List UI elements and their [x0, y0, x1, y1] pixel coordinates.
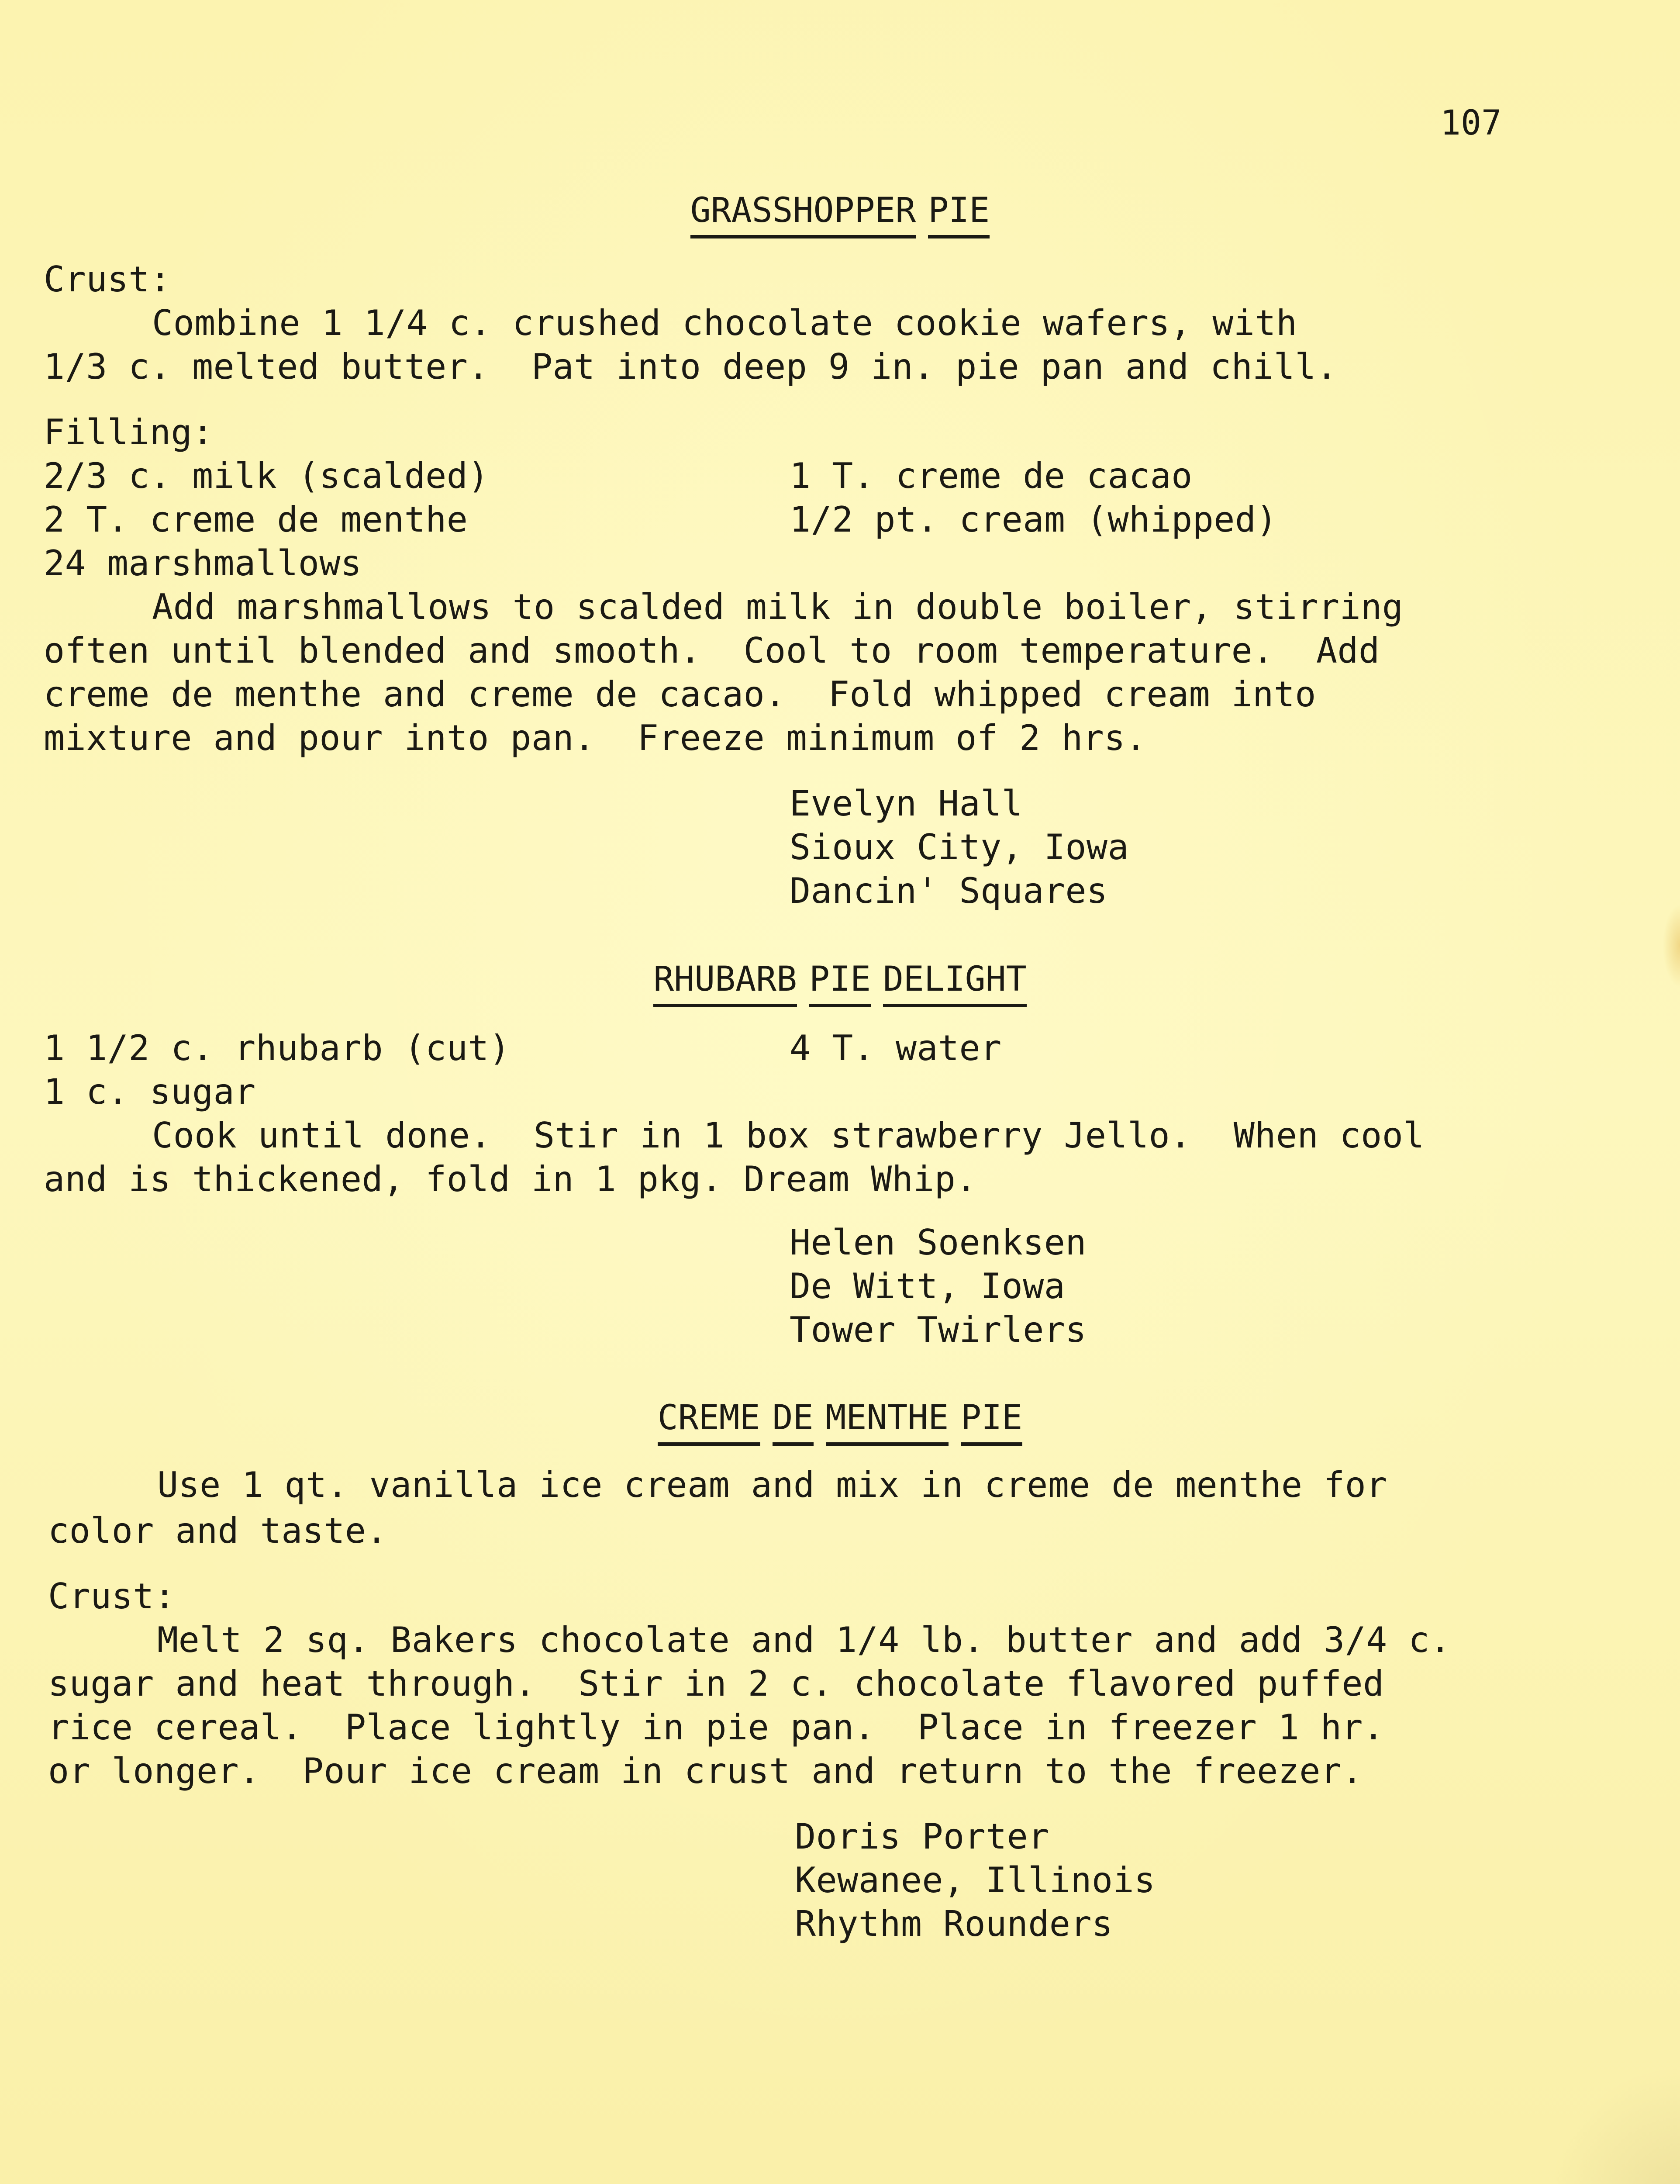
- crust-line: rice cereal. Place lightly in pie pan. Place in freezer 1 hr.: [48, 1707, 1384, 1748]
- recipe-title: [0, 189, 1680, 238]
- contributor-location: Sioux City, Iowa: [790, 827, 1129, 867]
- contributor-location: Kewanee, Illinois: [795, 1860, 1156, 1901]
- direction-line: Cook until done. Stir in 1 box strawberry Jello. When cool: [152, 1115, 1425, 1156]
- title-word: CREME: [658, 1396, 760, 1446]
- ingredient: 2/3 c. milk (scalded): [44, 456, 489, 496]
- title-word: PIE: [809, 957, 871, 1007]
- contributor-club: Tower Twirlers: [790, 1310, 1087, 1350]
- direction-line: Add marshmallows to scalded milk in double boiler, stirring: [152, 587, 1404, 627]
- recipe-title: [0, 1396, 1680, 1446]
- page-number: 107: [1440, 104, 1502, 143]
- paper-shade: [1549, 2067, 1680, 2184]
- ingredient: 1 1/2 c. rhubarb (cut): [44, 1028, 511, 1068]
- contributor-club: Rhythm Rounders: [795, 1904, 1113, 1944]
- crust-line: 1/3 c. melted butter. Pat into deep 9 in. pie pan and chill.: [44, 346, 1338, 387]
- paper-stain: [1663, 904, 1680, 987]
- contributor-name: Doris Porter: [795, 1816, 1049, 1857]
- ingredient: 1 c. sugar: [44, 1071, 256, 1112]
- contributor-name: Helen Soenksen: [790, 1222, 1087, 1263]
- title-word: MENTHE: [826, 1396, 949, 1446]
- contributor-name: Evelyn Hall: [790, 783, 1023, 824]
- filling-label: Filling:: [44, 412, 214, 453]
- direction-line: mixture and pour into pan. Freeze minimum of 2 hrs.: [44, 718, 1147, 758]
- ingredient: 1 T. creme de cacao: [790, 456, 1193, 496]
- ingredient: 2 T. creme de menthe: [44, 499, 468, 540]
- title-word: GRASSHOPPER: [690, 189, 916, 238]
- title-word: PIE: [961, 1396, 1022, 1446]
- ingredient: 4 T. water: [790, 1028, 1002, 1068]
- contributor-club: Dancin' Squares: [790, 871, 1108, 911]
- intro-line: color and taste.: [48, 1510, 388, 1551]
- crust-line: sugar and heat through. Stir in 2 c. chocolate flavored puffed: [48, 1663, 1384, 1704]
- title-word: PIE: [928, 189, 990, 238]
- ingredient: 24 marshmallows: [44, 543, 362, 584]
- crust-label: Crust:: [44, 259, 171, 300]
- direction-line: creme de menthe and creme de cacao. Fold whipped cream into: [44, 674, 1316, 715]
- title-word: DE: [773, 1396, 814, 1446]
- recipe-title: [0, 957, 1680, 1007]
- crust-line: or longer. Pour ice cream in crust and return to the freezer.: [48, 1751, 1363, 1791]
- crust-label: Crust:: [48, 1576, 176, 1617]
- crust-line: Combine 1 1/4 c. crushed chocolate cookie wafers, with: [152, 303, 1297, 343]
- contributor-location: De Witt, Iowa: [790, 1266, 1066, 1306]
- intro-line: Use 1 qt. vanilla ice cream and mix in creme de menthe for: [157, 1465, 1387, 1505]
- direction-line: often until blended and smooth. Cool to room temperature. Add: [44, 630, 1380, 671]
- direction-line: and is thickened, fold in 1 pkg. Dream Whip.: [44, 1159, 977, 1199]
- crust-line: Melt 2 sq. Bakers chocolate and 1/4 lb. butter and add 3/4 c.: [157, 1620, 1451, 1660]
- ingredient: 1/2 pt. cream (whipped): [790, 499, 1277, 540]
- title-word: DELIGHT: [883, 957, 1027, 1007]
- title-word: RHUBARB: [653, 957, 797, 1007]
